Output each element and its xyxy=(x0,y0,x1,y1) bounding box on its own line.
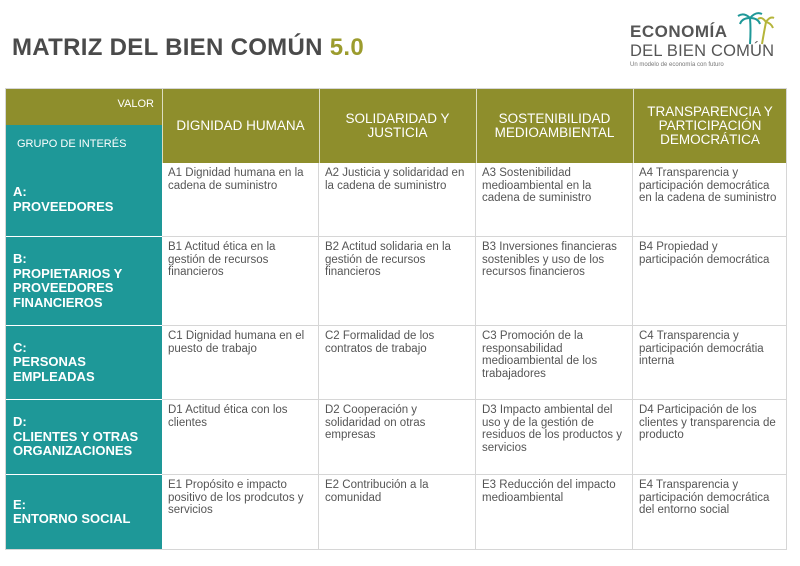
matrix-cell: D4 Participación de los clientes y transparencia de producto xyxy=(633,400,787,475)
logo-line2: DEL BIEN COMÚN xyxy=(630,42,775,60)
matrix-cell: D3 Impacto ambiental del uso y de la gestión de residuos de los productos y servicios xyxy=(476,400,633,475)
group-header xyxy=(5,326,162,400)
matrix-cell: B2 Actitud solidaria en la gestión de recursos financieros xyxy=(319,237,476,326)
matrix-cell: E4 Transparencia y participación democrática del entorno social xyxy=(633,475,787,550)
matrix-cell: A2 Justicia y solidaridad en la cadena de suministro xyxy=(319,163,476,237)
value-header: SOSTENIBILIDAD MEDIOAMBIENTAL xyxy=(476,88,633,163)
group-header xyxy=(5,237,162,326)
group-code: C: xyxy=(13,339,27,355)
logo-line1: ECONOMÍA xyxy=(630,22,728,41)
group-name: PROPIETARIOS Y PROVEEDORES FINANCIEROS xyxy=(13,265,123,310)
matrix-cell: A1 Dignidad humana en la cadena de suministro xyxy=(162,163,319,237)
group-name: ENTORNO SOCIAL xyxy=(13,511,131,526)
group-code: A: xyxy=(13,184,27,199)
corner-valor: VALOR xyxy=(117,98,154,110)
group-code: D: xyxy=(13,414,27,430)
matrix-cell: B4 Propiedad y participación democrática xyxy=(633,237,787,326)
logo xyxy=(628,10,788,72)
matrix-cell: E1 Propósito e impacto positivo de los prodcutos y servicios xyxy=(162,475,319,550)
matrix-cell: C3 Promoción de la responsabilidad medioambiental de los trabajadores xyxy=(476,326,633,400)
corner-grupo: GRUPO DE INTERÉS xyxy=(5,125,162,163)
page-title xyxy=(12,34,364,62)
matrix-cell: D2 Cooperación y solidaridad on otras empresas xyxy=(319,400,476,475)
matrix-cell: B3 Inversiones financieras sostenibles y uso de los recursos financieros xyxy=(476,237,633,326)
group-name: CLIENTES Y OTRAS ORGANIZACIONES xyxy=(13,428,139,459)
group-name: PROVEEDORES xyxy=(13,198,114,214)
matrix-cell: C4 Transparencia y participación democrátia interna xyxy=(633,326,787,400)
title-version: 5.0 xyxy=(329,34,364,61)
title-main: MATRIZ DEL BIEN COMÚN xyxy=(12,34,323,61)
matrix-cell: C2 Formalidad de los contratos de trabajo xyxy=(319,326,476,400)
group-code: B: xyxy=(13,251,27,266)
matrix-cell: D1 Actitud ética con los clientes xyxy=(162,400,319,475)
group-code: E: xyxy=(13,496,26,512)
group-header xyxy=(5,400,162,475)
common-good-matrix xyxy=(5,88,787,550)
matrix-cell: A4 Transparencia y participación democrática en la cadena de suministro xyxy=(633,163,787,237)
matrix-cell: E2 Contribución a la comunidad xyxy=(319,475,476,550)
logo-tagline: Un modelo de economía con futuro xyxy=(630,62,724,68)
palm-tree-icon xyxy=(736,10,776,46)
group-header xyxy=(5,163,162,237)
matrix-cell: A3 Sostenibilidad medioambiental en la cadena de suministro xyxy=(476,163,633,237)
matrix-cell: B1 Actitud ética en la gestión de recursos financieros xyxy=(162,237,319,326)
group-header xyxy=(5,475,162,550)
group-name: PERSONAS EMPLEADAS xyxy=(13,354,95,384)
value-header: SOLIDARIDAD Y JUSTICIA xyxy=(319,88,476,163)
matrix-cell: C1 Dignidad humana en el puesto de trabajo xyxy=(162,326,319,400)
matrix-cell: E3 Reducción del impacto medioambiental xyxy=(476,475,633,550)
value-header: DIGNIDAD HUMANA xyxy=(162,88,319,163)
matrix-corner xyxy=(5,88,162,163)
value-header: TRANSPARENCIA Y PARTICIPACIÓN DEMOCRÁTICA xyxy=(633,88,787,163)
